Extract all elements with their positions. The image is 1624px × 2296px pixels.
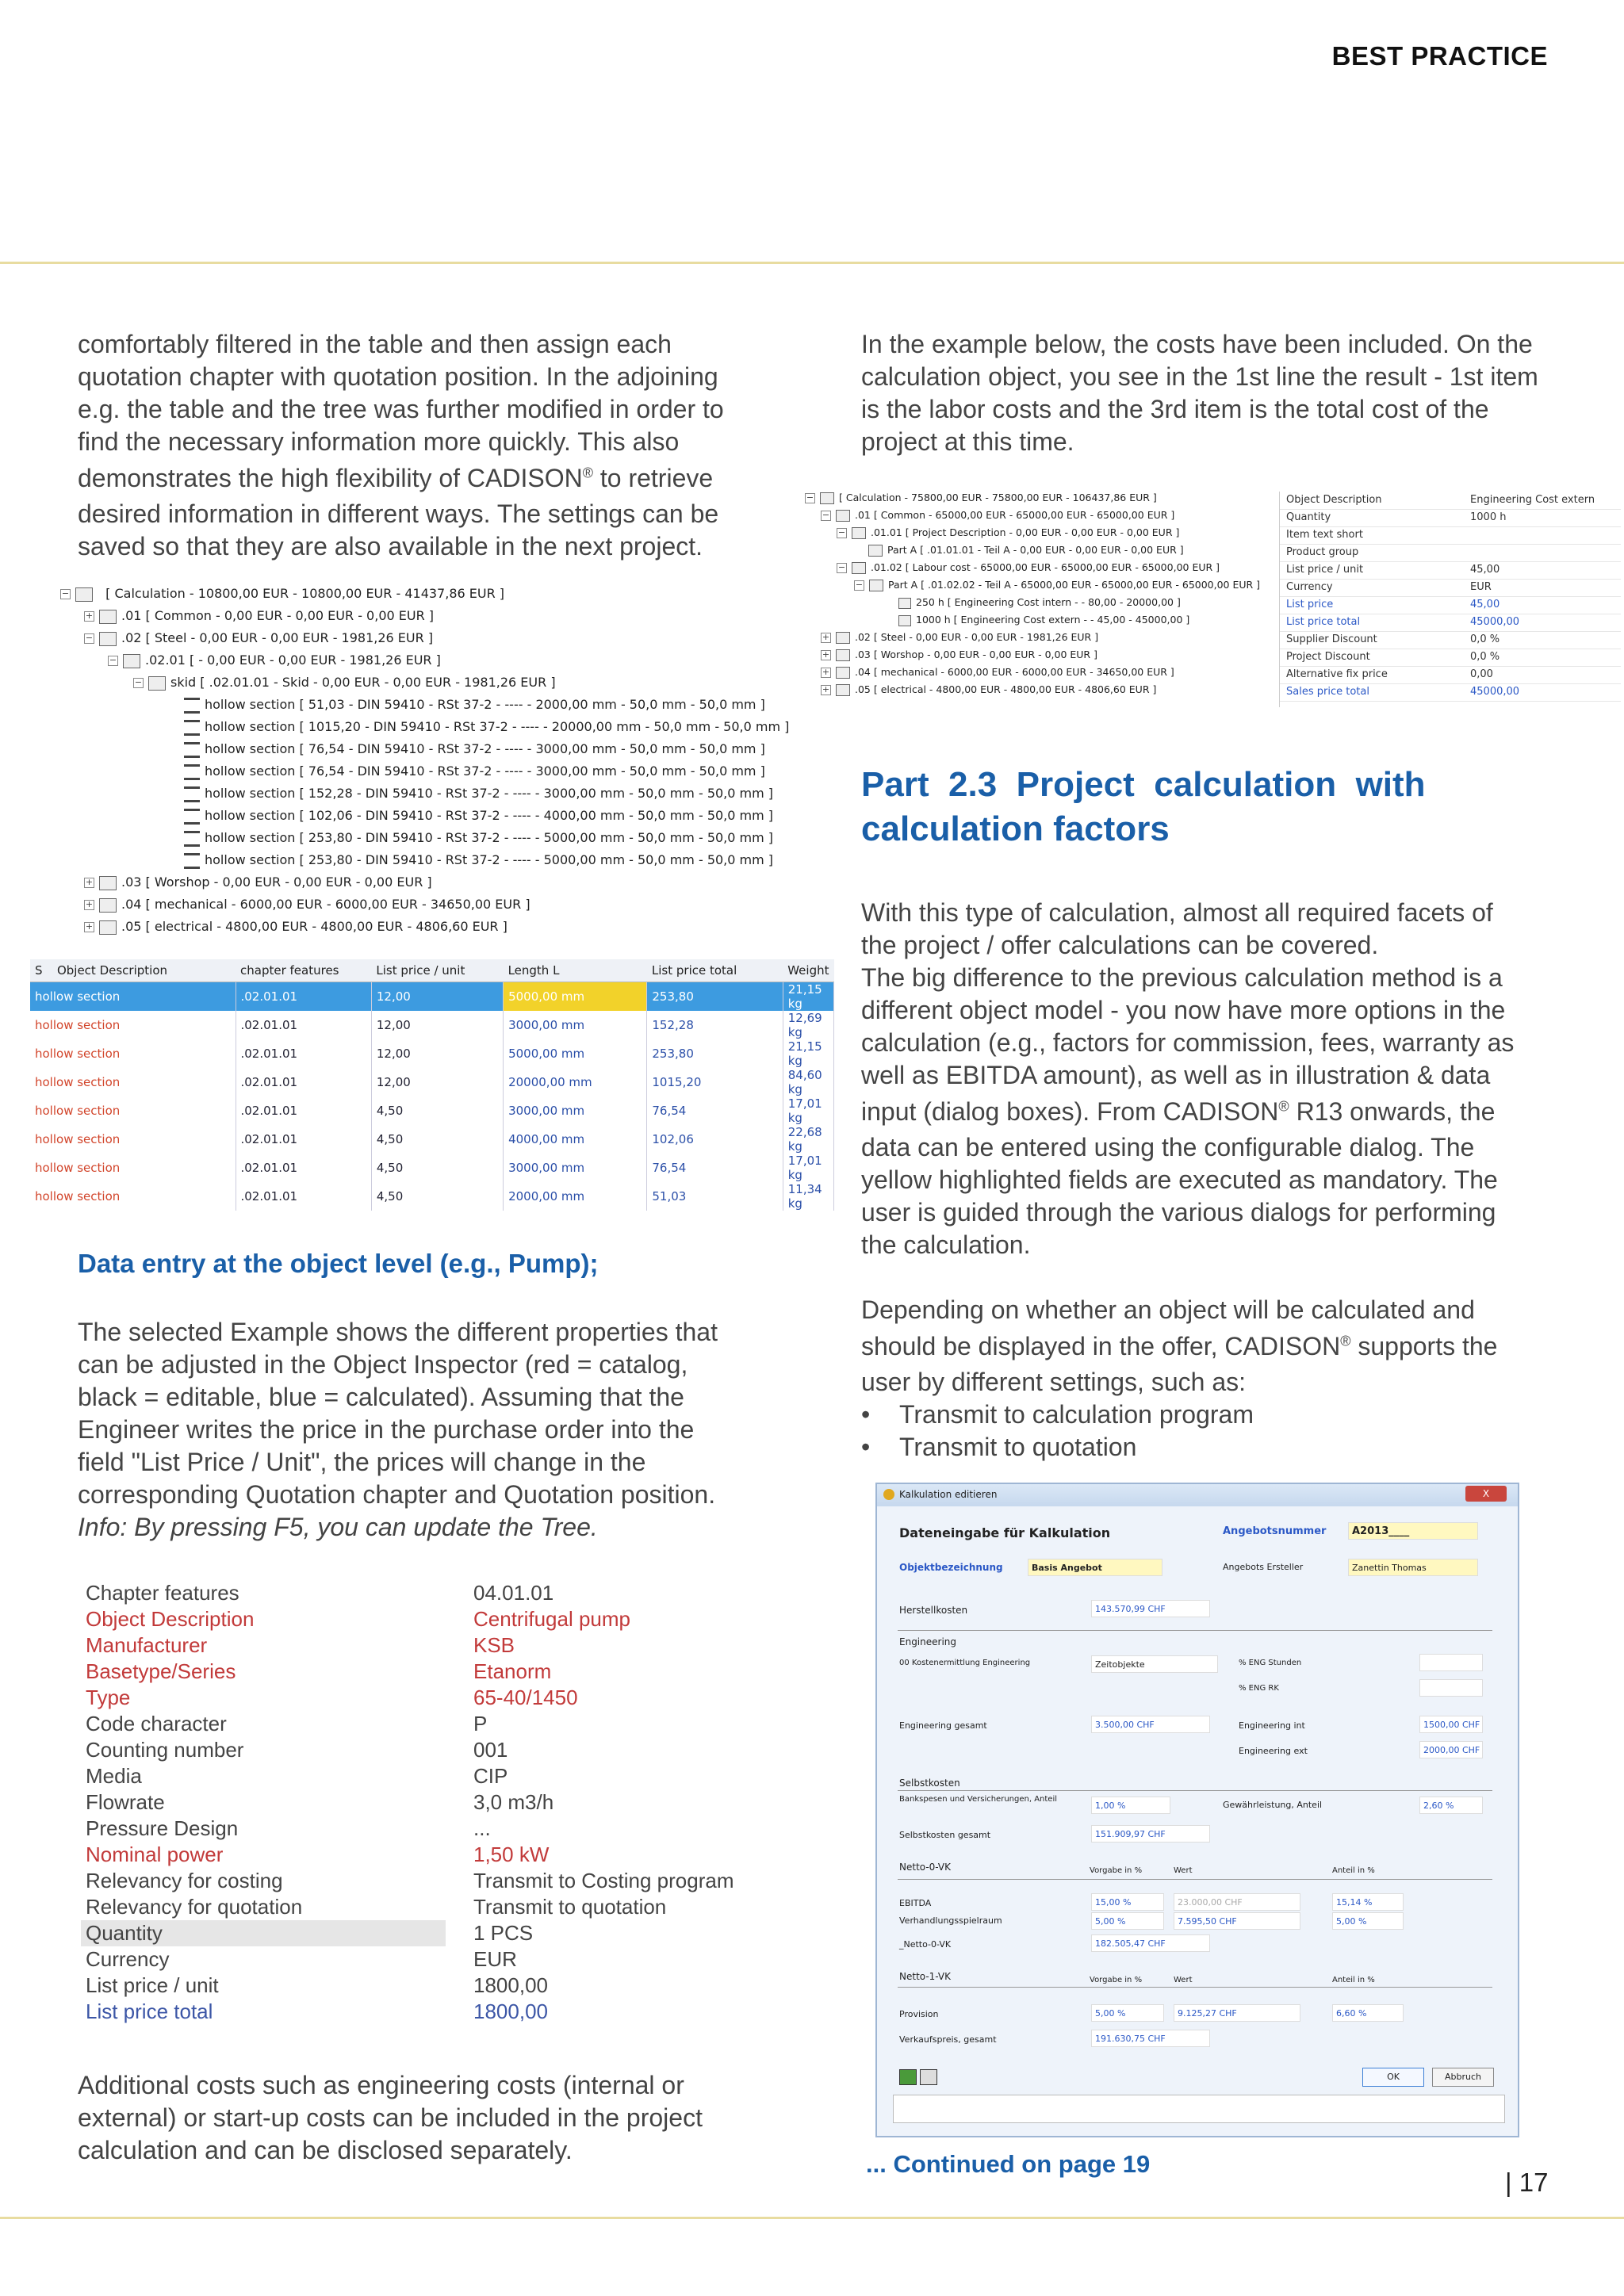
cancel-button[interactable]: Abbruch: [1432, 2068, 1494, 2087]
app-icon: [883, 1489, 894, 1500]
calculation-icon: [820, 492, 834, 504]
object-table: [30, 959, 834, 1211]
bank-label: Bankspesen und Versicherungen, Anteil: [899, 1795, 1058, 1804]
property-value[interactable]: P: [473, 1712, 488, 1735]
property-row[interactable]: [81, 1973, 834, 1999]
objekt-input[interactable]: Basis Angebot: [1028, 1559, 1162, 1576]
ersteller-label: Angebots Ersteller: [1223, 1562, 1304, 1572]
property-key: Pressure Design: [86, 1816, 239, 1840]
wert-header: Wert: [1174, 1976, 1193, 1984]
property-value[interactable]: 3,0 m3/h: [473, 1790, 554, 1814]
ok-button[interactable]: OK: [1362, 2068, 1424, 2087]
beam-icon: [184, 831, 200, 847]
property-key: Quantity: [81, 1920, 446, 1946]
table-icon[interactable]: [920, 2069, 937, 2085]
selbst-ges-label: Selbstkosten gesamt: [899, 1830, 991, 1840]
panel-value[interactable]: 0,0 %: [1470, 633, 1500, 645]
property-row[interactable]: [81, 1632, 834, 1659]
property-key: Flowrate: [86, 1790, 165, 1814]
separator: [898, 1879, 1492, 1880]
table-row[interactable]: hollow section .02.01.01 12,00 5000,00 mm 253,80 21,15 kg: [30, 982, 834, 1012]
gewaehr-label: Gewährleistung, Anteil: [1223, 1800, 1323, 1810]
left-closing: Additional costs such as engineering costs (internal or external) or start-up costs can be included in the project calculation and can be disclosed separately.: [78, 2071, 703, 2164]
chapter-icon: [852, 562, 866, 574]
property-row[interactable]: [81, 1946, 834, 1973]
property-key: Counting number: [86, 1738, 244, 1762]
panel-key: List price / unit: [1286, 564, 1364, 576]
panel-row[interactable]: [1280, 596, 1621, 614]
property-value[interactable]: ...: [473, 1816, 491, 1840]
kostenermittlung-label: 00 Kostenermittlung Engineering: [899, 1659, 1031, 1667]
left-intro: comfortably filtered in the table and then assign each quotation chapter with quotation position. In the adjoining e.g. the table and the tree was further modified in order to find the necessary information more quickly. This also demonstrates the high flexibility of CADISON® to retrieve desired information in different ways. The settings can be saved so that they are also available in the next project.: [78, 330, 724, 561]
separator: [898, 1790, 1492, 1791]
property-value[interactable]: EUR: [473, 1947, 517, 1971]
chapter-icon: [836, 667, 850, 679]
property-row[interactable]: [81, 1816, 834, 1842]
eng-int-label: Engineering int: [1239, 1720, 1305, 1731]
property-key: Relevancy for costing: [86, 1869, 283, 1892]
property-row[interactable]: [81, 1737, 834, 1763]
part-icon: [868, 545, 883, 557]
panel-row[interactable]: [1280, 579, 1621, 597]
right-intro: In the example below, the costs have been included. On the calculation object, you see in the 1st line the result - 1st item is the labor costs and the 3rd item is the total cost of the project at this time.: [861, 330, 1538, 456]
continued-link[interactable]: ... Continued on page 19: [866, 2150, 1151, 2178]
property-row[interactable]: [81, 1711, 834, 1737]
panel-row[interactable]: [1280, 544, 1621, 562]
close-button[interactable]: X: [1465, 1486, 1507, 1502]
footer-rule: [0, 2217, 1624, 2219]
data-entry-heading: Data entry at the object level (e.g., Pump);: [78, 1249, 599, 1278]
status-field[interactable]: [893, 2095, 1505, 2123]
verh-anteil-input[interactable]: 5,00 %: [1332, 1912, 1404, 1930]
tree-node[interactable]: + .01 [ Common - 0,00 EUR - 0,00 EUR - 0,00 EUR ]: [85, 608, 435, 623]
tree-leaf[interactable]: 250 h [ Engineering Cost intern - - 80,00 - 20000,00 ]: [898, 595, 1181, 610]
dialog-heading: Dateneingabe für Kalkulation: [899, 1525, 1111, 1540]
ebitda-wert-input[interactable]: 23.000,00 CHF: [1174, 1893, 1300, 1911]
panel-key: Sales price total: [1286, 686, 1369, 698]
angebotsnummer-label: Angebotsnummer: [1223, 1525, 1327, 1537]
tree-leaf[interactable]: hollow section [ 51,03 - DIN 59410 - RSt 37-2 - ---- - 2000,00 mm - 50,0 mm - 50,0 mm ]: [184, 696, 765, 714]
panel-value[interactable]: 45,00: [1470, 599, 1500, 610]
panel-key: Supplier Discount: [1286, 633, 1377, 645]
property-value[interactable]: CIP: [473, 1764, 508, 1788]
panel-value[interactable]: 45,00: [1470, 564, 1500, 576]
tree-node[interactable]: − Part A [ .01.02.02 - Teil A - 65000,00 EUR - 65000,00 EUR - 65000,00 EUR ]: [855, 579, 1261, 591]
verh-pct-input[interactable]: 5,00 %: [1091, 1912, 1164, 1930]
property-value[interactable]: 1,50 kW: [473, 1843, 550, 1866]
property-key: Media: [86, 1764, 142, 1788]
verkauf-label: Verkaufspreis, gesamt: [899, 2034, 997, 2045]
table-row[interactable]: hollow section .02.01.01 4,50 4000,00 mm 102,06 22,68 kg: [30, 1125, 834, 1154]
right-body-1: With this type of calculation, almost all required facets of the project / offer calculations can be covered. The big difference to the previous calculation method is a different object model - you now have more options in the calculation (e.g., factors for commission, fees, warranty as well as EBITDA amount), as well as in illustration & data input (dialog boxes). From CADISON® R13 onwards, the data can be entered using the configurable dialog. The yellow highlighted fields are executed as mandatory. The user is guided through the various dialogs for performing the calculation.: [861, 898, 1515, 1259]
right-body-2: Depending on whether an object will be calculated and should be displayed in the offer, CADISON® supports the user by different settings, such as:: [861, 1295, 1498, 1396]
property-key: Object Description: [86, 1607, 255, 1631]
selbst-ges-input[interactable]: 151.909,97 CHF: [1091, 1825, 1210, 1843]
table-row[interactable]: hollow section .02.01.01 12,00 20000,00 mm 1015,20 84,60 kg: [30, 1068, 834, 1096]
netto0vk-input[interactable]: 182.505,47 CHF: [1091, 1934, 1210, 1952]
tree-node[interactable]: − .01.01 [ Project Description - 0,00 EUR - 0,00 EUR - 0,00 EUR ]: [837, 526, 1180, 538]
panel-row[interactable]: [1280, 526, 1621, 545]
tree-leaf[interactable]: hollow section [ 1015,20 - DIN 59410 - RSt 37-2 - ---- - 20000,00 mm - 50,0 mm - 50,0 mm ]: [184, 718, 789, 736]
part-icon: [869, 580, 883, 591]
chapter-icon: [123, 654, 140, 668]
beam-icon: [184, 809, 200, 825]
property-row[interactable]: [81, 1763, 834, 1789]
chapter-icon: [836, 649, 850, 661]
beam-icon: [184, 786, 200, 802]
bullet-item: • Transmit to calculation program: [861, 1400, 1254, 1429]
table-row[interactable]: hollow section .02.01.01 12,00 3000,00 mm 152,28 12,69 kg: [30, 1011, 834, 1039]
panel-row[interactable]: [1280, 683, 1621, 702]
angebotsnummer-input[interactable]: A2013____: [1348, 1522, 1478, 1540]
eng-gesamt-label: Engineering gesamt: [899, 1720, 987, 1731]
beam-icon: [184, 764, 200, 780]
separator: [898, 1987, 1492, 1988]
property-value[interactable]: 1800,00: [473, 1999, 548, 2023]
property-key: Type: [86, 1686, 131, 1709]
beam-icon: [184, 742, 200, 758]
chapter-icon: [99, 610, 117, 624]
left-body: The selected Example shows the different properties that can be adjusted in the Object Inspector (red = catalog, black = editable, blue = calculated). Assuming that the Engineer writes the price in the purchase order into the field "List Price / Unit", the prices will change in the corresponding Quotation chapter and Quotation position. Info: By pressing F5, you can update the Tree.: [78, 1316, 763, 1544]
table-header-row: [30, 959, 834, 982]
beam-icon: [184, 720, 200, 736]
property-value[interactable]: 1800,00: [473, 1973, 548, 1997]
tree-node[interactable]: − .02.01 [ - 0,00 EUR - 0,00 EUR - 1981,26 EUR ]: [109, 652, 441, 668]
hours-icon: [898, 598, 911, 609]
ebitda-anteil-input[interactable]: 15,14 %: [1332, 1893, 1404, 1911]
chapter-icon: [99, 876, 117, 890]
property-key: List price / unit: [86, 1973, 219, 1997]
tree-node[interactable]: + .05 [ electrical - 4800,00 EUR - 4800,00 EUR - 4806,60 EUR ]: [822, 683, 1157, 695]
bullet-list: [861, 1399, 1254, 1464]
bank-input[interactable]: 1,00 %: [1091, 1797, 1170, 1814]
property-row[interactable]: [81, 1842, 834, 1868]
eng-ext-label: Engineering ext: [1239, 1746, 1308, 1756]
object-inspector: [81, 1580, 834, 2032]
eng-gesamt-input[interactable]: 3.500,00 CHF: [1091, 1716, 1210, 1733]
property-key: Currency: [86, 1947, 170, 1971]
tree-node[interactable]: + .04 [ mechanical - 6000,00 EUR - 6000,00 EUR - 34650,00 EUR ]: [85, 897, 530, 912]
property-row[interactable]: [81, 1580, 834, 1606]
vorgabe-header: Vorgabe in %: [1090, 1976, 1143, 1984]
property-panel: [1279, 492, 1624, 707]
tree-node[interactable]: + .04 [ mechanical - 6000,00 EUR - 6000,00 EUR - 34650,00 EUR ]: [822, 666, 1174, 678]
col-header[interactable]: chapter features: [236, 959, 371, 982]
verkauf-input[interactable]: 191.630,75 CHF: [1091, 2030, 1210, 2047]
help-icon[interactable]: [899, 2069, 917, 2085]
panel-row[interactable]: [1280, 649, 1621, 667]
netto1-label: Netto-1-VK: [899, 1971, 952, 1982]
property-key: Manufacturer: [86, 1633, 208, 1657]
chapter-icon: [99, 898, 117, 913]
ebitda-label: EBITDA: [899, 1898, 932, 1908]
tree-node[interactable]: − skid [ .02.01.01 - Skid - 0,00 EUR - 0,00 EUR - 1981,26 EUR ]: [134, 675, 556, 690]
tree-leaf[interactable]: hollow section [ 152,28 - DIN 59410 - RSt 37-2 - ---- - 3000,00 mm - 50,0 mm - 50,0 mm ]: [184, 785, 773, 802]
property-row[interactable]: [81, 1999, 834, 2025]
provision-anteil-input[interactable]: 6,60 %: [1332, 2004, 1404, 2022]
col-header[interactable]: List price / unit: [371, 959, 503, 982]
panel-value[interactable]: 1000 h: [1470, 511, 1507, 523]
col-header[interactable]: S: [30, 959, 52, 982]
page-number: | 17: [1505, 2168, 1549, 2197]
property-value[interactable]: Centrifugal pump: [473, 1607, 630, 1631]
col-header[interactable]: Weight: [783, 959, 833, 982]
tree-leaf[interactable]: hollow section [ 102,06 - DIN 59410 - RSt 37-2 - ---- - 4000,00 mm - 50,0 mm - 50,0 mm ]: [184, 807, 773, 825]
ersteller-input[interactable]: Zanettin Thomas: [1348, 1559, 1478, 1576]
selbst-label: Selbstkosten: [899, 1777, 960, 1789]
panel-value[interactable]: EUR: [1470, 581, 1492, 593]
tree-leaf[interactable]: hollow section [ 253,80 - DIN 59410 - RSt 37-2 - ---- - 5000,00 mm - 50,0 mm - 50,0 mm ]: [184, 851, 773, 869]
beam-icon: [184, 853, 200, 869]
panel-row[interactable]: [1280, 509, 1621, 527]
property-value[interactable]: 1 PCS: [473, 1921, 534, 1945]
anteil-header: Anteil in %: [1332, 1976, 1375, 1984]
objekt-label: Objektbezeichnung: [899, 1562, 1003, 1573]
engineering-label: Engineering: [899, 1636, 956, 1647]
tree-node[interactable]: − [ Calculation - 75800,00 EUR - 75800,00 EUR - 106437,86 EUR ]: [806, 492, 1157, 503]
provision-label: Provision: [899, 2009, 939, 2019]
tree-node[interactable]: − .01 [ Common - 65000,00 EUR - 65000,00 EUR - 65000,00 EUR ]: [822, 509, 1175, 521]
panel-value[interactable]: 0,0 %: [1470, 651, 1500, 663]
eng-stunden-label: % ENG Stunden: [1239, 1659, 1302, 1667]
panel-row[interactable]: [1280, 561, 1621, 580]
panel-key: Currency: [1286, 581, 1333, 593]
tree-node[interactable]: + .03 [ Worshop - 0,00 EUR - 0,00 EUR - 0,00 EUR ]: [822, 649, 1097, 660]
eng-ext-input[interactable]: 2000,00 CHF: [1419, 1741, 1483, 1758]
panel-key: List price: [1286, 599, 1334, 610]
herstell-input[interactable]: 143.570,99 CHF: [1091, 1600, 1210, 1617]
panel-key: Alternative fix price: [1286, 668, 1388, 680]
panel-value[interactable]: 45000,00: [1470, 616, 1520, 628]
eng-rk-input[interactable]: [1419, 1679, 1483, 1697]
property-value[interactable]: 04.01.01: [473, 1581, 554, 1605]
col-header[interactable]: List price total: [647, 959, 783, 982]
wert-header: Wert: [1174, 1866, 1193, 1875]
panel-value[interactable]: 0,00: [1470, 668, 1493, 680]
netto0vk-label: _Netto-0-VK: [899, 1939, 952, 1950]
property-key: Chapter features: [86, 1581, 239, 1605]
eng-int-input[interactable]: 1500,00 CHF: [1419, 1716, 1483, 1733]
property-value[interactable]: 001: [473, 1738, 508, 1762]
property-row[interactable]: [81, 1920, 834, 1946]
gewaehr-input[interactable]: 2,60 %: [1419, 1797, 1483, 1814]
tree-leaf[interactable]: hollow section [ 76,54 - DIN 59410 - RSt 37-2 - ---- - 3000,00 mm - 50,0 mm - 50,0 mm ]: [184, 763, 765, 780]
vorgabe-header: Vorgabe in %: [1090, 1866, 1143, 1875]
tree-node[interactable]: + .05 [ electrical - 4800,00 EUR - 4800,00 EUR - 4806,60 EUR ]: [85, 919, 508, 934]
tree-leaf[interactable]: hollow section [ 76,54 - DIN 59410 - RSt 37-2 - ---- - 3000,00 mm - 50,0 mm - 50,0 mm ]: [184, 740, 765, 758]
verh-wert-input[interactable]: 7.595,50 CHF: [1174, 1912, 1300, 1930]
property-value[interactable]: 65-40/1450: [473, 1686, 578, 1709]
col-header[interactable]: Object Description: [52, 959, 236, 982]
panel-value[interactable]: 45000,00: [1470, 686, 1520, 698]
panel-value[interactable]: Engineering Cost extern: [1470, 494, 1595, 506]
calculation-dialog: [875, 1483, 1519, 2137]
netto0-label: Netto-0-VK: [899, 1862, 952, 1873]
beam-icon: [184, 698, 200, 714]
property-value[interactable]: Transmit to quotation: [473, 1895, 667, 1919]
tree-node[interactable]: Part A [ .01.01.01 - Teil A - 0,00 EUR - 0,00 EUR - 0,00 EUR ]: [868, 542, 1184, 558]
ebitda-pct-input[interactable]: 15,00 %: [1091, 1893, 1164, 1911]
panel-row[interactable]: [1280, 492, 1621, 510]
kostenermittlung-select[interactable]: Zeitobjekte: [1091, 1655, 1218, 1673]
separator: [898, 1630, 1492, 1631]
property-row[interactable]: [81, 1685, 834, 1711]
anteil-header: Anteil in %: [1332, 1866, 1375, 1875]
info-note: Info: By pressing F5, you can update the Tree.: [78, 1513, 598, 1541]
property-row[interactable]: [81, 1894, 834, 1920]
panel-row[interactable]: [1280, 666, 1621, 684]
chapter-icon: [852, 527, 866, 539]
chapter-icon: [836, 632, 850, 644]
chapter-icon: [99, 920, 117, 935]
table-row[interactable]: hollow section .02.01.01 4,50 2000,00 mm 51,03 11,34 kg: [30, 1182, 834, 1211]
col-header[interactable]: Length L: [504, 959, 647, 982]
panel-key: Object Description: [1286, 494, 1382, 506]
tree-leaf[interactable]: hollow section [ 253,80 - DIN 59410 - RSt 37-2 - ---- - 5000,00 mm - 50,0 mm - 50,0 mm ]: [184, 829, 773, 847]
property-row[interactable]: [81, 1659, 834, 1685]
tree-leaf[interactable]: 1000 h [ Engineering Cost extern - - 45,00 - 45000,00 ]: [898, 612, 1189, 628]
chapter-icon: [99, 632, 117, 646]
section-heading: Part 2.3 Project calculation with calculation factors: [861, 765, 1426, 848]
tree-node[interactable]: − .01.02 [ Labour cost - 65000,00 EUR - 65000,00 EUR - 65000,00 EUR ]: [837, 561, 1220, 573]
property-value[interactable]: Etanorm: [473, 1659, 552, 1683]
property-row[interactable]: [81, 1606, 834, 1632]
property-key: Relevancy for quotation: [86, 1895, 303, 1919]
panel-row[interactable]: [1280, 614, 1621, 632]
panel-row[interactable]: [1280, 631, 1621, 649]
provision-wert-input[interactable]: 9.125,27 CHF: [1174, 2004, 1300, 2022]
property-row[interactable]: [81, 1868, 834, 1894]
table-row[interactable]: hollow section .02.01.01 12,00 5000,00 mm 253,80 21,15 kg: [30, 1039, 834, 1068]
provision-pct-input[interactable]: 5,00 %: [1091, 2004, 1164, 2022]
property-row[interactable]: [81, 1789, 834, 1816]
property-key: Basetype/Series: [86, 1659, 236, 1683]
panel-key: Product group: [1286, 546, 1359, 558]
property-value[interactable]: KSB: [473, 1633, 515, 1657]
cost-tree: [805, 490, 1273, 704]
section-header: BEST PRACTICE: [1331, 41, 1548, 71]
chapter-icon: [836, 684, 850, 696]
eng-rk-label: % ENG RK: [1239, 1684, 1279, 1693]
panel-key: Item text short: [1286, 529, 1363, 541]
table-row[interactable]: hollow section .02.01.01 4,50 3000,00 mm 76,54 17,01 kg: [30, 1154, 834, 1182]
property-key: Nominal power: [86, 1843, 224, 1866]
panel-key: Quantity: [1286, 511, 1331, 523]
panel-key: List price total: [1286, 616, 1361, 628]
header-rule: [0, 262, 1624, 264]
verh-label: Verhandlungsspielraum: [899, 1915, 1002, 1926]
tree-node[interactable]: − .02 [ Steel - 0,00 EUR - 0,00 EUR - 1981,26 EUR ]: [85, 630, 434, 645]
table-row[interactable]: hollow section .02.01.01 4,50 3000,00 mm 76,54 17,01 kg: [30, 1096, 834, 1125]
bullet-item: • Transmit to quotation: [861, 1433, 1137, 1461]
calculation-tree: [60, 585, 790, 942]
herstell-label: Herstellkosten: [899, 1605, 968, 1616]
calculation-icon: [75, 587, 93, 602]
panel-key: Project Discount: [1286, 651, 1370, 663]
eng-stunden-input[interactable]: [1419, 1654, 1483, 1671]
property-value[interactable]: Transmit to Costing program: [473, 1869, 734, 1892]
tree-node[interactable]: − [ Calculation - 10800,00 EUR - 10800,00 EUR - 41437,86 EUR ]: [61, 586, 505, 601]
hours-icon: [898, 615, 911, 626]
chapter-icon: [836, 510, 850, 522]
property-key: Code character: [86, 1712, 227, 1735]
skid-icon: [148, 676, 166, 691]
tree-node[interactable]: + .02 [ Steel - 0,00 EUR - 0,00 EUR - 1981,26 EUR ]: [822, 631, 1099, 643]
property-key: List price total: [86, 1999, 213, 2023]
tree-node[interactable]: + .03 [ Worshop - 0,00 EUR - 0,00 EUR - 0,00 EUR ]: [85, 874, 432, 890]
dialog-title: Kalkulation editieren: [899, 1489, 998, 1500]
